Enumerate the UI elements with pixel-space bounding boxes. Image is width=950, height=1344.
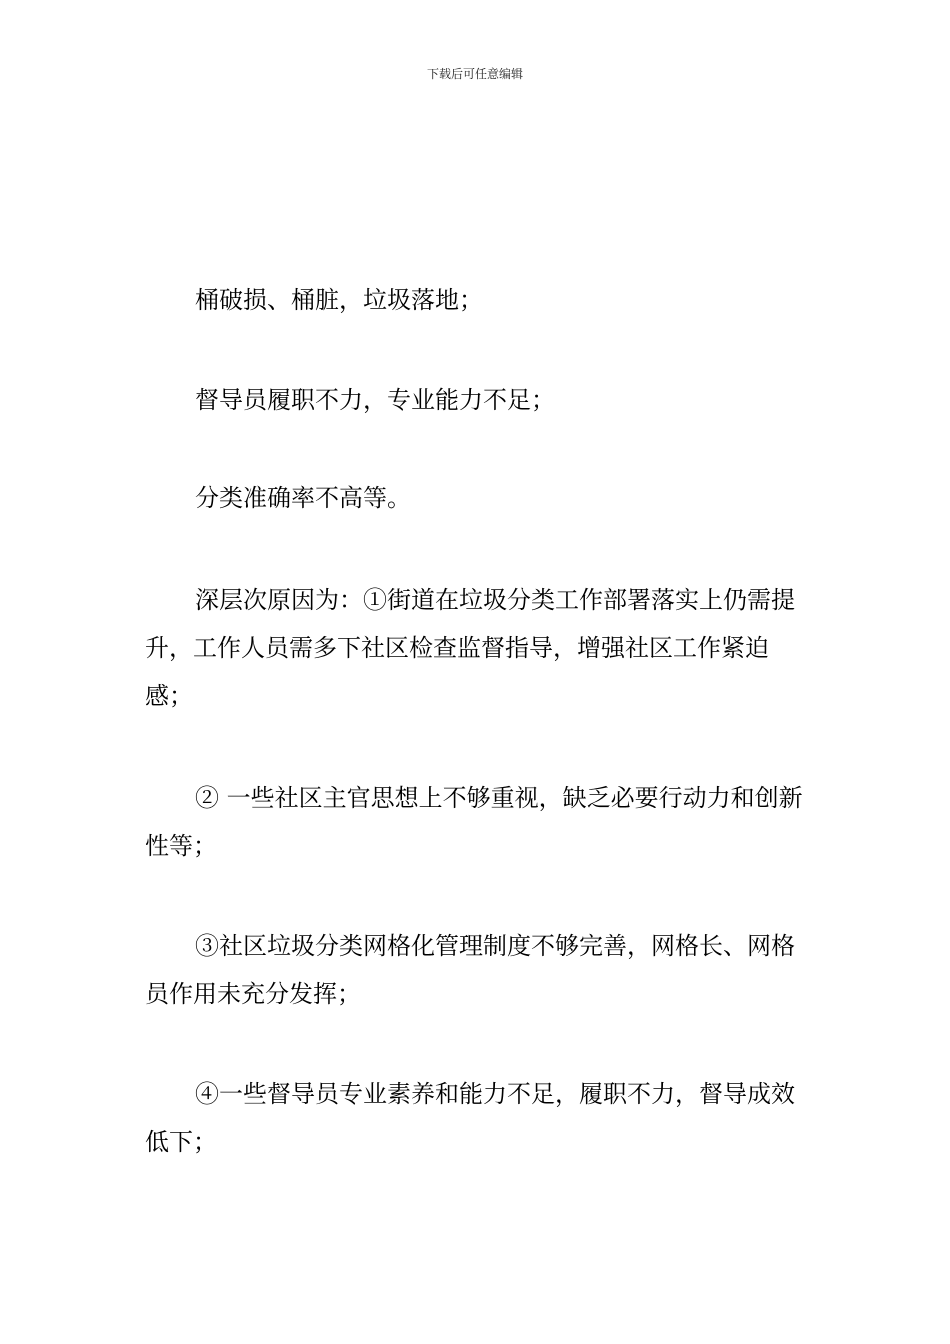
paragraph-1: 桶破损、桶脏，垃圾落地； [195,286,483,314]
page-header: 下载后可任意编辑 [426,67,523,81]
paragraph-6: ③社区垃圾分类网格化管理制度不够完善，网格长、网格员作用未充分发挥； [145,932,795,1008]
paragraph-3: 分类准确率不高等。 [195,484,411,512]
paragraph-7: ④一些督导员专业素养和能力不足，履职不力，督导成效低下； [145,1080,795,1156]
paragraph-4: 深层次原因为：①街道在垃圾分类工作部署落实上仍需提升，工作人员需多下社区检查监督指导，增强社区工作紧迫感； [145,586,795,710]
paragraph-5: ② 一些社区主官思想上不够重视，缺乏必要行动力和创新性等； [145,784,803,860]
paragraph-2: 督导员履职不力，专业能力不足； [195,386,555,414]
